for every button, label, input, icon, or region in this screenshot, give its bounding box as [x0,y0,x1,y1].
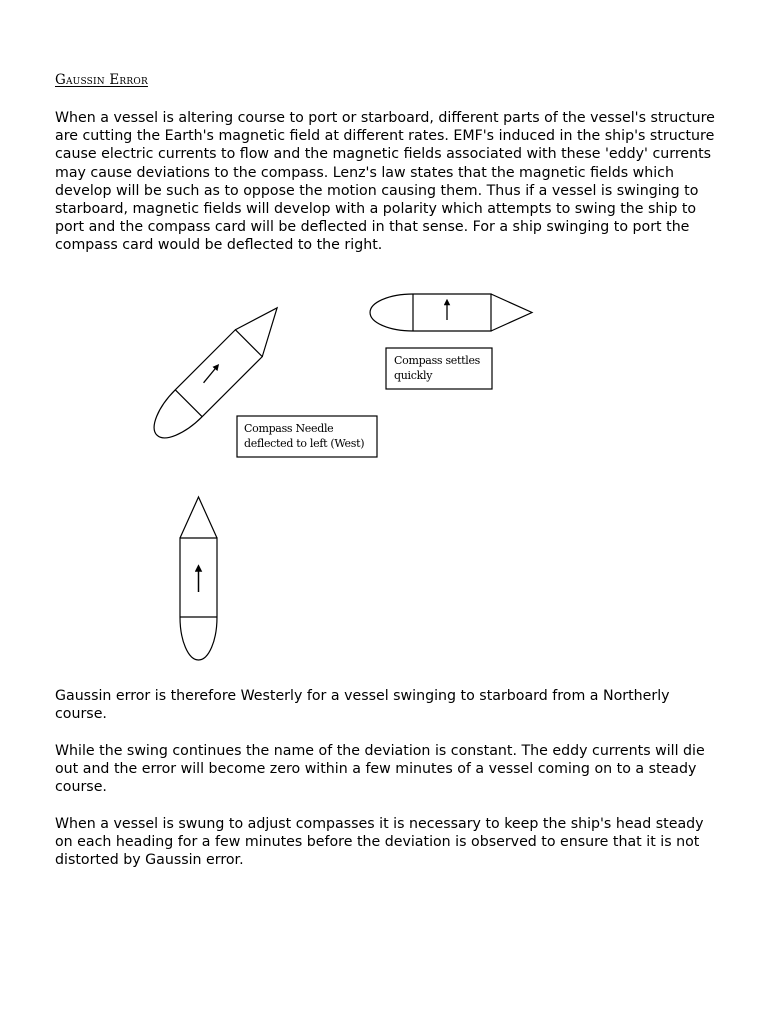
caption-deflected-line-1: Compass Needle [244,422,334,435]
compass-needle-deflected-icon [202,367,218,383]
caption-compass-settles [386,348,492,389]
page-title: Gaussin Error [55,72,148,88]
caption-needle-deflected [237,416,377,457]
caption-settles-line-2: quickly [394,369,433,382]
compass-adjust-paragraph: When a vessel is swung to adjust compasses it is necessary to keep the ship's head steady on each heading for a few minutes before the deviation is observed to ensure that it is not distorted by Gaussin error. [55,816,704,869]
ship-heading-north [180,497,217,660]
caption-settles-line-1: Compass settles [394,354,481,367]
conclusion-paragraph: Gaussin error is therefore Westerly for a vessel swinging to starboard from a Northerly course. [55,688,670,723]
caption-deflected-line-2: deflected to left (West) [244,437,365,450]
ship-heading-east [370,294,532,331]
intro-paragraph: When a vessel is altering course to port or starboard, different parts of the vessel's structure are cutting the Earth's magnetic field at different rates. EMF's induced in the ship's structure cause electric currents to flow and the magnetic fields associated with these 'eddy' currents may cause deviations to the compass. Lenz's law states that the magnetic fields which develop will be such as to oppose the motion causing them. Thus if a vessel is swinging to starboard, magnetic fields will develop with a polarity which attempts to swing the ship to port and the compass card will be deflected in that sense. For a ship swinging to port the compass card would be deflected to the right. [55,110,715,254]
eddy-current-paragraph: While the swing continues the name of the deviation is constant. The eddy currents will die out and the error will become zero within a few minutes of a vessel coming on to a steady course. [55,743,705,796]
